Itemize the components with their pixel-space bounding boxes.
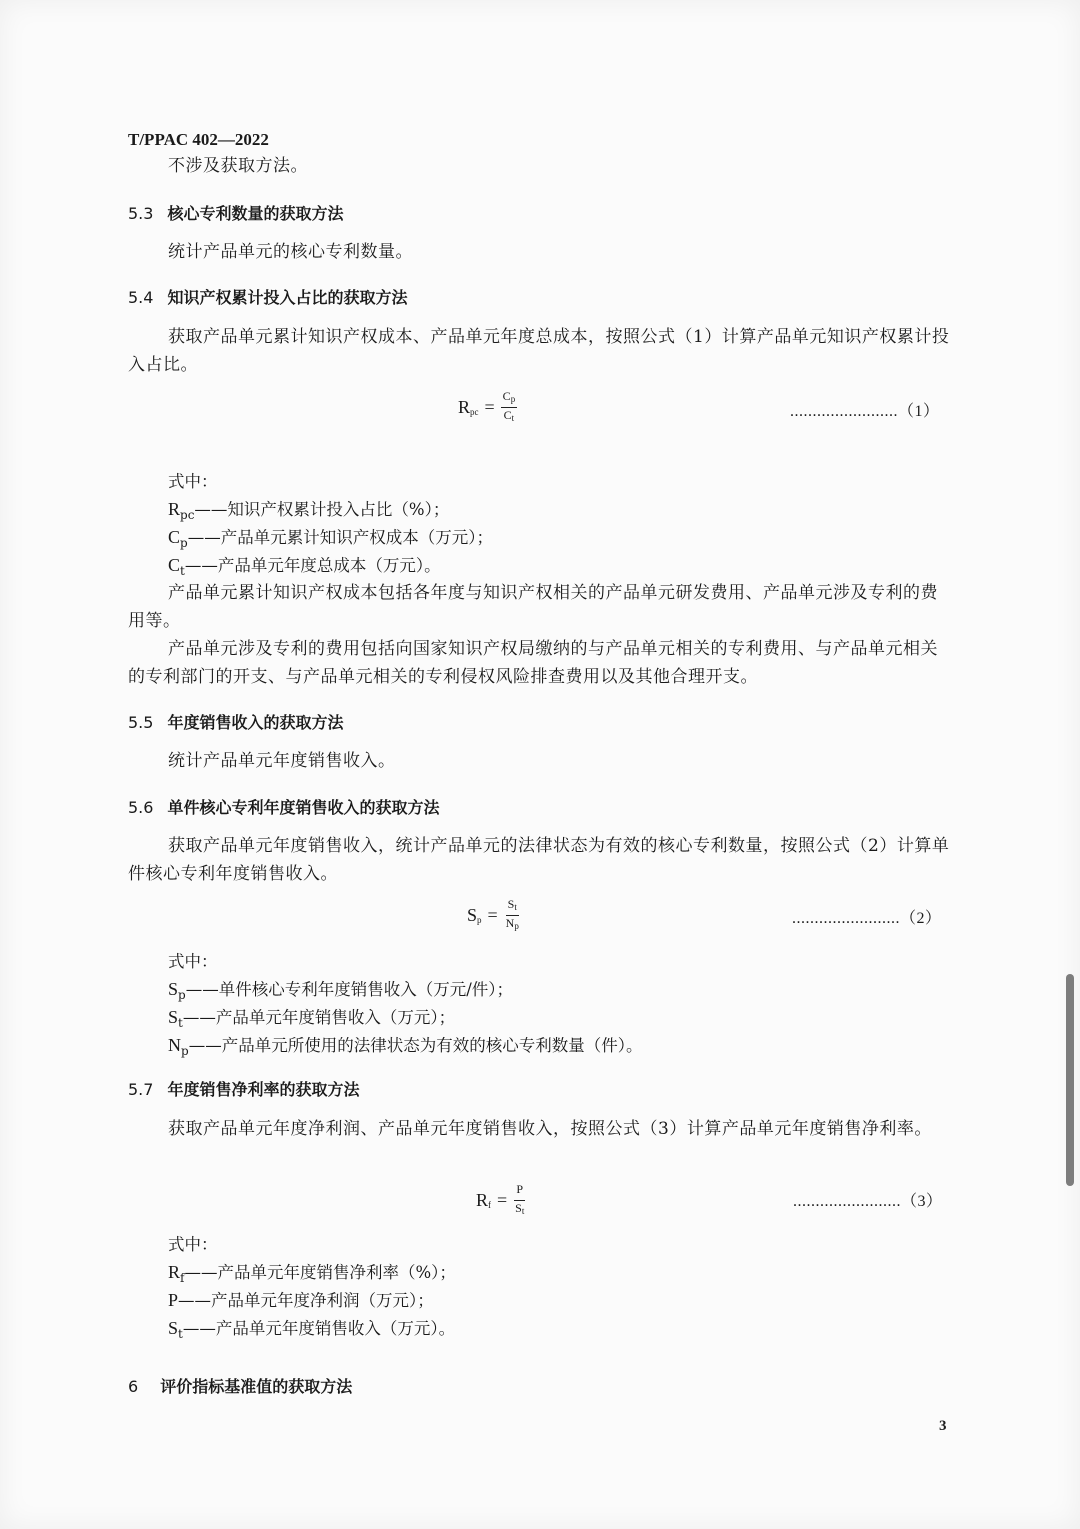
section-title: 单件核心专利年度销售收入的获取方法: [167, 798, 440, 817]
section-5-7-heading: [128, 1077, 359, 1100]
scrollbar-thumb[interactable]: [1066, 974, 1074, 1186]
equals-sign: =: [497, 1190, 508, 1210]
section-title: 年度销售净利率的获取方法: [167, 1080, 360, 1099]
intro-line: 不涉及获取方法。: [168, 156, 308, 176]
section-5-6-heading: [128, 795, 439, 818]
denominator: Ct: [503, 408, 515, 423]
variable-definition: $C_t——$产品单元年度总成本（万元）。: [168, 555, 441, 578]
section-title: 年度销售收入的获取方法: [167, 713, 344, 732]
section-title: 评价指标基准值的获取方法: [160, 1377, 353, 1396]
section-number: 5.3: [128, 204, 154, 223]
variable-definition: $C_p——$产品单元累计知识产权成本（万元）；: [168, 527, 493, 550]
section-6-heading: [128, 1374, 352, 1397]
where-label: 式中：: [168, 1235, 218, 1254]
variable-definition: $R_f——$产品单元年度销售净利率（%）；: [168, 1262, 456, 1285]
paragraph: 产品单元累计知识产权成本包括各年度与知识产权相关的产品单元研发费用、产品单元涉及专利的费用等。: [128, 583, 938, 631]
section-5-5-heading: [128, 710, 343, 733]
standard-code: T/PPAC 402—2022: [128, 130, 269, 149]
variable-definition: $R_{pc}——$知识产权累计投入占比（%）；: [168, 499, 450, 522]
where-label: 式中：: [168, 952, 218, 971]
formula-fraction: [501, 389, 518, 426]
equation-number-3: ........................（3）: [793, 1193, 943, 1210]
equation-number-1: ........................（1）: [790, 403, 940, 420]
equation-number-2: ........................（2）: [792, 910, 942, 927]
formula-1: [458, 389, 517, 426]
formula-3: [476, 1182, 526, 1219]
formula-lhs: Rpc: [458, 397, 479, 417]
section-number: 5.6: [128, 798, 154, 817]
denominator: Np: [505, 916, 519, 931]
section-5-3-body: 统计产品单元的核心专利数量。: [168, 242, 413, 262]
variable-definition: $S_t——$产品单元年度销售收入（万元）；: [168, 1007, 456, 1030]
formula-2: [467, 897, 521, 934]
numerator: Cp: [501, 389, 518, 408]
numerator: P: [514, 1182, 525, 1201]
section-number: 5.4: [128, 288, 154, 307]
variable-definition: $S_t——$产品单元年度销售收入（万元）。: [168, 1318, 456, 1341]
where-label: 式中：: [168, 472, 218, 491]
equals-sign: =: [484, 397, 495, 417]
equals-sign: =: [487, 905, 498, 925]
variable-definition: $S_p——$单件核心专利年度销售收入（万元/件）；: [168, 979, 514, 1002]
section-number: 5.7: [128, 1080, 154, 1099]
formula-lhs: Sp: [467, 905, 482, 925]
section-5-4-body: 获取产品单元累计知识产权成本、产品单元年度总成本，按照公式（1）计算产品单元知识产权累计投入占比。: [128, 327, 950, 375]
formula-fraction: [504, 897, 521, 934]
section-number: 5.5: [128, 713, 154, 732]
paragraph: 产品单元涉及专利的费用包括向国家知识产权局缴纳的与产品单元相关的专利费用、与产品单元相关的专利部门的开支、与产品单元相关的专利侵权风险排查费用以及其他合理开支。: [128, 639, 938, 687]
formula-fraction: [513, 1182, 526, 1219]
section-title: 知识产权累计投入占比的获取方法: [167, 288, 408, 307]
section-5-6-body: 获取产品单元年度销售收入，统计产品单元的法律状态为有效的核心专利数量，按照公式（2）计算单件核心专利年度销售收入。: [128, 836, 950, 884]
variable-definition: $N_p——$产品单元所使用的法律状态为有效的核心专利数量（件）。: [168, 1035, 643, 1058]
section-title: 核心专利数量的获取方法: [167, 204, 344, 223]
section-5-7-body: 获取产品单元年度净利润、产品单元年度销售收入，按照公式（3）计算产品单元年度销售净利率。: [168, 1119, 932, 1139]
section-5-3-heading: [128, 201, 343, 224]
variable-definition: P——产品单元年度净利润（万元）；: [168, 1290, 434, 1310]
section-5-5-body: 统计产品单元年度销售收入。: [168, 751, 396, 771]
section-5-4-heading: [128, 285, 407, 308]
formula-lhs: Rf: [476, 1190, 492, 1210]
denominator: St: [515, 1201, 525, 1216]
page-number: 3: [939, 1418, 947, 1434]
section-number: 6: [128, 1377, 139, 1396]
numerator: St: [506, 897, 519, 916]
